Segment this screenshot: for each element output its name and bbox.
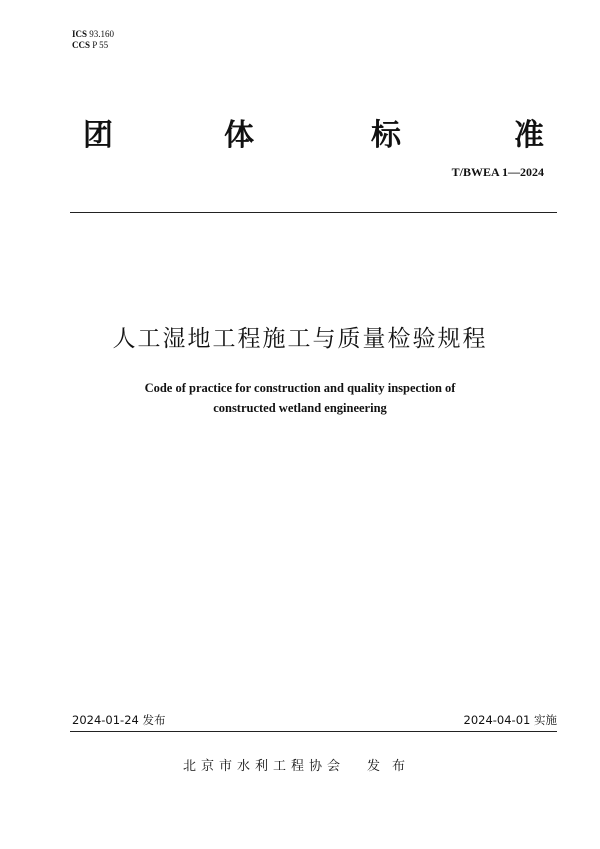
ccs-classification	[72, 40, 108, 51]
standard-code: T/BWEA 1—2024	[451, 165, 544, 179]
publisher-line	[0, 758, 600, 776]
bottom-divider	[70, 731, 557, 732]
effective-date: 2024-04-01 实施	[463, 713, 557, 727]
ics-label: ICS	[72, 29, 88, 39]
title-english-line-1: Code of practice for construction and quality inspection of	[144, 381, 456, 395]
standard-type-char: 团	[83, 118, 113, 153]
title-english-line-2: constructed wetland engineering	[213, 401, 387, 415]
ics-classification	[72, 29, 114, 40]
ccs-value: P 55	[92, 40, 109, 50]
publisher-action: 发布	[367, 759, 418, 774]
standard-type-char: 体	[224, 118, 254, 153]
ics-value: 93.160	[89, 29, 115, 39]
publisher-name: 北京市水利工程协会	[182, 759, 345, 774]
release-date: 2024-01-24 发布	[72, 713, 166, 727]
ccs-label: CCS	[72, 40, 91, 50]
top-divider	[70, 212, 557, 213]
standard-type-char: 准	[514, 118, 544, 153]
title-chinese: 人工湿地工程施工与质量检验规程	[112, 326, 488, 352]
standard-type-char: 标	[371, 118, 401, 153]
